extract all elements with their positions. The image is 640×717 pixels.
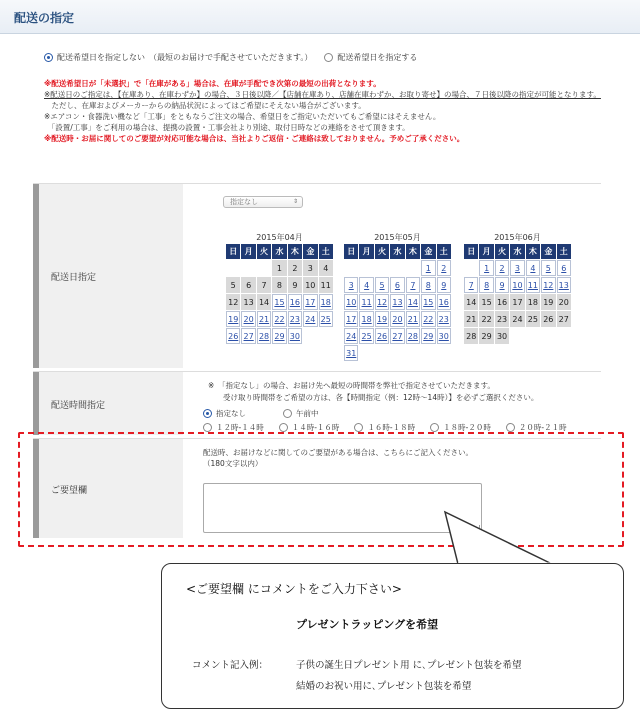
calendar-day: 16 [494,294,509,311]
calendar-day-link[interactable]: 19 [374,311,389,328]
date-row [33,183,601,368]
calendar-day-link[interactable]: 5 [374,277,389,294]
calendar-week [464,277,572,294]
calendar-day-link[interactable]: 19 [226,311,241,328]
weekday-label: 日 [226,244,241,260]
note-line: ※エアコン・食器洗い機など「工事」をともなうご注文の場合、希望日をご指定いただいてもご希望にはそえません。 [44,112,441,121]
calendar-day: 6 [241,277,256,294]
note-line: ただし、在庫およびメーカーからの納品状況によってはご希望にそえない場合がございます。 [44,101,366,110]
calendar-day-link[interactable]: 11 [359,294,374,311]
calendar-day-link[interactable]: 29 [272,328,287,345]
calendar-empty-cell [241,260,256,277]
calendar-day-link[interactable]: 28 [405,328,420,345]
calendar-day: 4 [318,260,333,277]
calendar-empty-cell [421,345,436,362]
calendar-day-link[interactable]: 17 [344,311,359,328]
weekday-label: 金 [303,244,318,260]
calendar-day: 26 [541,311,556,328]
time-option[interactable] [506,422,567,433]
specify-date-label[interactable]: 配送希望日を指定する [337,53,418,62]
time-option-label: １４時-１６時 [291,422,340,432]
calendar-day-link[interactable]: 22 [421,311,436,328]
time-row [33,371,601,435]
calendar-empty-cell [405,345,420,362]
time-radio[interactable] [203,423,212,432]
calendar-week [344,345,452,362]
calendar-day-link[interactable]: 7 [405,277,420,294]
calendar-day-link[interactable]: 15 [272,294,287,311]
time-options-row [203,406,577,420]
weekday-label: 月 [479,244,494,260]
calendar-day: 3 [303,260,318,277]
calendar-day-link[interactable]: 23 [436,311,451,328]
calendar-day-link[interactable]: 12 [541,277,556,294]
highlight-box [18,432,624,547]
calendar-week [226,328,334,345]
calendar-day-link[interactable]: 22 [272,311,287,328]
weekday-label: 金 [421,244,436,260]
time-radio[interactable] [430,423,439,432]
calendar-day: 18 [525,294,540,311]
calendar-empty-cell [464,260,479,277]
calendar-day-link[interactable]: 16 [436,294,451,311]
time-option[interactable] [279,422,340,433]
calendar-day: 15 [479,294,494,311]
calendar-day-link[interactable]: 9 [436,277,451,294]
calendar-day-link[interactable]: 24 [303,311,318,328]
weekday-label: 日 [464,244,479,260]
request-note-line: 配送時、お届けなどに関してのご要望がある場合は、こちらにご記入ください。 [203,448,473,457]
date-select[interactable] [223,196,303,208]
chevron-down-icon: ⇕ [292,198,298,205]
calendar-title: 2015年05月 [374,233,421,242]
calendar-week [226,277,334,294]
weekday-label: 金 [541,244,556,260]
calendar-day-link[interactable]: 4 [359,277,374,294]
calendar-day-link[interactable]: 2 [436,260,451,277]
calendar-day: 22 [479,311,494,328]
calendar-day-link[interactable]: 27 [390,328,405,345]
calendar-day-link[interactable]: 7 [464,277,479,294]
calendar-day-link[interactable]: 14 [405,294,420,311]
calendar-day: 1 [272,260,287,277]
weekday-header [464,244,572,260]
calendar-may [343,232,452,362]
calendar-day-link[interactable]: 6 [390,277,405,294]
weekday-label: 土 [318,244,333,260]
calendar-day-link[interactable]: 3 [510,260,525,277]
time-option[interactable] [283,408,319,419]
calendar-day-link[interactable]: 20 [390,311,405,328]
request-note-line: （180文字以内） [203,459,263,468]
calendar-empty-cell [374,345,389,362]
calendar-empty-cell [303,328,318,345]
calendar-day-link[interactable]: 13 [556,277,571,294]
calendar-day: 21 [464,311,479,328]
calendar-day-link[interactable]: 28 [256,328,271,345]
callout-example: 子供の誕生日プレゼント用 に､プレゼント包装を希望 [296,660,522,671]
weekday-label: 水 [272,244,287,260]
time-option-label: 指定なし [216,408,246,418]
time-option[interactable] [430,422,491,433]
calendar-title: 2015年04月 [256,233,303,242]
calendar-week [464,328,572,345]
calendar-day: 13 [241,294,256,311]
calendar-day: 25 [525,311,540,328]
calendar-day-link[interactable]: 21 [405,311,420,328]
calendar-empty-cell [541,328,556,345]
callout-heading: <ご要望欄 にコメントをご入力下さい> [186,582,402,596]
calendar-day-link[interactable]: 23 [287,311,302,328]
time-radio[interactable] [354,423,363,432]
calendar-day-link[interactable]: 16 [287,294,302,311]
section-header [0,0,640,34]
calendar-week [344,277,452,294]
calendar-empty-cell [374,260,389,277]
calendar-empty-cell [226,260,241,277]
time-label: 配送時間指定 [51,401,106,411]
note-line: ※配送日のご指定は、【在庫あり、在庫わずか】の場合、３日後以降／【店舗在庫あり、店舗在庫わずか、お取り寄せ】の場合、７日後以降の指定が可能となります。 [44,90,601,99]
calendar-day: 30 [494,328,509,345]
calendar-april [225,232,334,345]
time-label-cell [33,372,183,435]
calendar-week [344,311,452,328]
time-option-label: １２時-１４時 [216,422,264,432]
time-radio[interactable] [203,409,212,418]
calendar-day-link[interactable]: 21 [256,311,271,328]
calendar-week [226,260,334,277]
calendar-day-link[interactable]: 17 [303,294,318,311]
calendar-day: 2 [287,260,302,277]
specify-date-radio[interactable] [324,53,333,62]
calendar-day: 8 [272,277,287,294]
calendar-empty-cell [344,260,359,277]
calendar-day-link[interactable]: 24 [344,328,359,345]
callout-example: 結婚のお祝い用に､プレゼント包装を希望 [296,681,472,692]
calendar-empty-cell [556,328,571,345]
calendar-day: 17 [510,294,525,311]
calendar-empty-cell [525,328,540,345]
calendar-day: 23 [494,311,509,328]
calendar-day: 28 [464,328,479,345]
weekday-label: 木 [525,244,540,260]
calendar-day: 10 [303,277,318,294]
callout-main: プレゼントラッピングを希望 [296,618,439,631]
calendar-grid [225,243,334,345]
calendar-week [344,294,452,311]
calendar-day-link[interactable]: 13 [390,294,405,311]
calendar-day-link[interactable]: 4 [525,260,540,277]
time-option-label: ２０時-２１時 [518,422,567,432]
calendar-week [344,328,452,345]
weekday-header [344,244,452,260]
calendar-week [226,311,334,328]
calendar-empty-cell [256,260,271,277]
weekday-label: 木 [405,244,420,260]
time-option[interactable] [203,408,246,419]
time-option-label: １６時-１８時 [367,422,416,432]
calendar-day-link[interactable]: 31 [344,345,359,362]
weekday-label: 月 [241,244,256,260]
delivery-option-group [44,52,417,63]
calendar-day-link[interactable]: 26 [374,328,389,345]
calendar-empty-cell [359,345,374,362]
weekday-label: 水 [390,244,405,260]
calendar-day: 14 [256,294,271,311]
calendar-day: 7 [256,277,271,294]
time-option[interactable] [354,422,415,433]
date-label-cell [33,184,183,368]
calendar-day-link[interactable]: 25 [359,328,374,345]
calendar-week [464,294,572,311]
calendar-empty-cell [359,260,374,277]
time-option[interactable] [203,422,264,433]
date-label: 配送日指定 [51,273,97,283]
calendar-day-link[interactable]: 26 [226,328,241,345]
time-note-line: ※ 「指定なし」の場合、お届け先へ最短の時間帯を弊社で指定させていただきます。 [208,381,495,390]
calendar-empty-cell [405,260,420,277]
time-note [208,380,538,404]
time-note-line: 受け取り時間帯をご希望の方は、各【時間指定（例：12時〜14時）】を必ずご選択ください。 [208,393,539,402]
weekday-label: 土 [436,244,451,260]
calendar-day-link[interactable]: 30 [436,328,451,345]
calendar-empty-cell [436,345,451,362]
calendar-day-link[interactable]: 12 [374,294,389,311]
callout-bubble [161,563,624,709]
weekday-label: 土 [556,244,571,260]
calendar-day: 19 [541,294,556,311]
calendar-week [226,294,334,311]
delivery-notes [44,78,624,144]
calendar-day-link[interactable]: 9 [494,277,509,294]
calendar-day-link[interactable]: 10 [510,277,525,294]
calendar-empty-cell [390,345,405,362]
time-option-label: 午前中 [296,408,319,418]
calendar-day-link[interactable]: 18 [318,294,333,311]
calendar-day-link[interactable]: 29 [421,328,436,345]
note-line: ※配送希望日が「未選択」で「在庫がある」場合は、在庫が手配でき次第の最短の出荷となります。 [44,79,381,88]
time-options [203,406,577,434]
calendar-day: 9 [287,277,302,294]
date-select-value: 指定なし [230,198,258,206]
calendar-day-link[interactable]: 30 [287,328,302,345]
calendar-day-link[interactable]: 6 [556,260,571,277]
weekday-label: 木 [287,244,302,260]
calendar-grid [343,243,452,362]
weekday-label: 日 [344,244,359,260]
weekday-label: 火 [374,244,389,260]
weekday-label: 月 [359,244,374,260]
time-radio[interactable] [279,423,288,432]
calendar-day-link[interactable]: 15 [421,294,436,311]
calendar-day: 20 [556,294,571,311]
weekday-label: 水 [510,244,525,260]
calendar-day-link[interactable]: 2 [494,260,509,277]
calendar-day-link[interactable]: 10 [344,294,359,311]
callout-example-label: コメント記入例： [192,660,269,671]
request-label: ご要望欄 [51,486,88,496]
no-date-radio[interactable] [44,53,53,62]
weekday-label: 火 [256,244,271,260]
calendar-day-link[interactable]: 18 [359,311,374,328]
calendar-day-link[interactable]: 8 [421,277,436,294]
calendar-day-link[interactable]: 8 [479,277,494,294]
calendar-day-link[interactable]: 27 [241,328,256,345]
weekday-header [226,244,334,260]
calendar-empty-cell [390,260,405,277]
section-title: 配送の指定 [14,11,75,25]
calendar-empty-cell [318,328,333,345]
calendar-week [464,260,572,277]
weekday-label: 火 [494,244,509,260]
calendar-day: 12 [226,294,241,311]
calendar-day-link[interactable]: 25 [318,311,333,328]
time-radio[interactable] [506,423,515,432]
time-option-label: １８時-２０時 [443,422,491,432]
calendar-day-link[interactable]: 20 [241,311,256,328]
calendar-day: 11 [318,277,333,294]
no-date-label[interactable]: 配送希望日を指定しない （最短のお届けで手配させていただきます。） [57,53,313,62]
calendar-week [344,260,452,277]
calendar-day-link[interactable]: 11 [525,277,540,294]
calendar-grid [463,243,572,345]
calendar-day-link[interactable]: 5 [541,260,556,277]
calendar-day: 24 [510,311,525,328]
calendar-june [463,232,572,345]
calendar-week [464,311,572,328]
calendar-day-link[interactable]: 1 [479,260,494,277]
calendar-day: 5 [226,277,241,294]
calendar-day-link[interactable]: 1 [421,260,436,277]
calendar-day-link[interactable]: 3 [344,277,359,294]
calendar-day: 29 [479,328,494,345]
calendar-day: 14 [464,294,479,311]
note-line: 「設置/工事」をご利用の場合は、提携の設置・工事会社より別途、取付日時などの連絡をさせて頂きます。 [44,123,410,132]
note-line: ※配送時・お届に関してのご要望が対応可能な場合は、当社よりご返信・ご連絡は致しておりません。予めご了承ください。 [44,134,465,143]
calendar-empty-cell [510,328,525,345]
calendar-day: 27 [556,311,571,328]
time-radio[interactable] [283,409,292,418]
calendar-title: 2015年06月 [494,233,541,242]
